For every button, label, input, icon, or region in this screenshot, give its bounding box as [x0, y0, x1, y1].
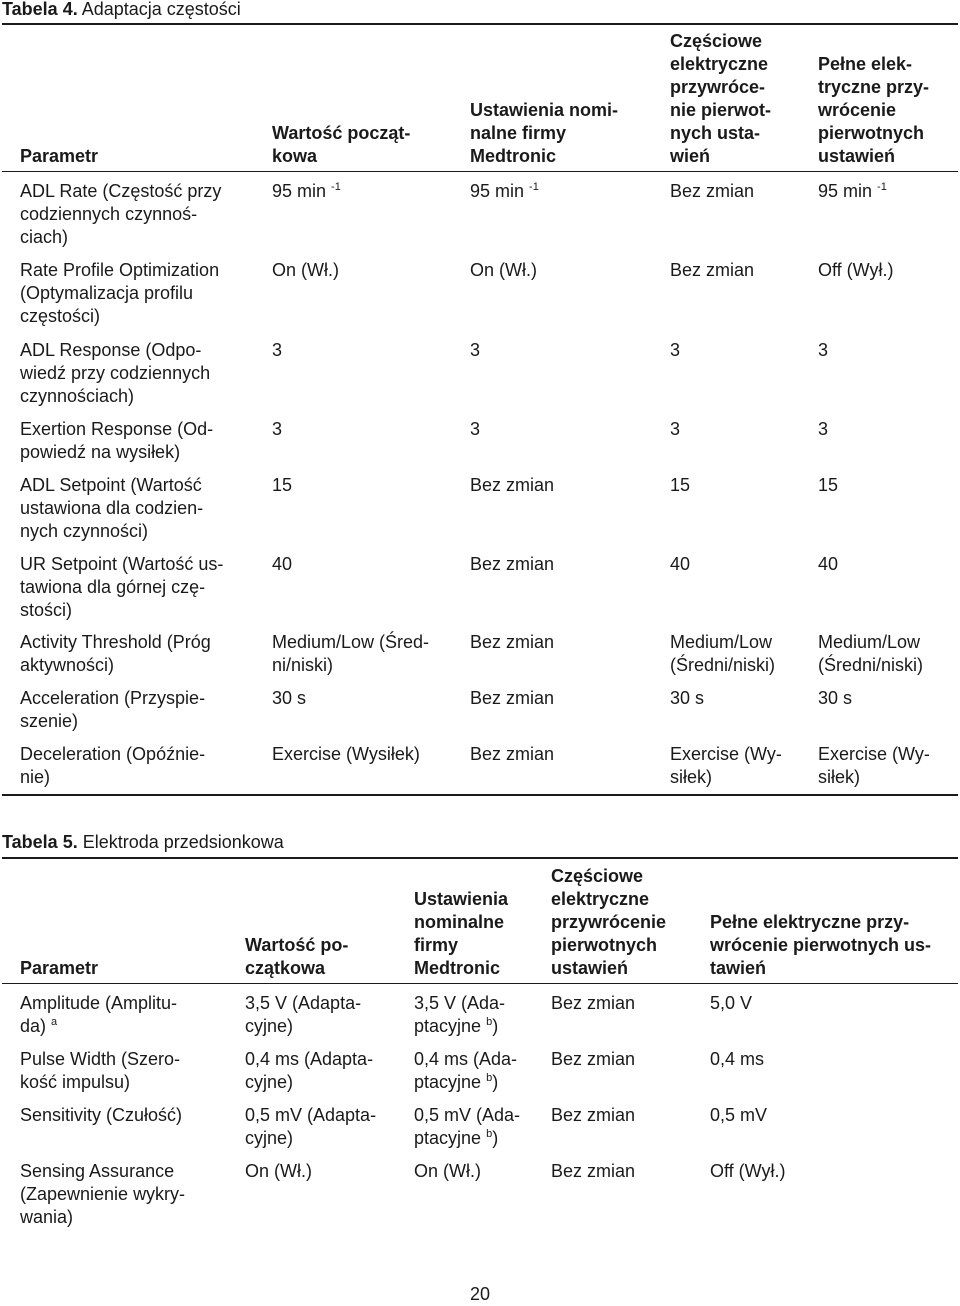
table5-cell: On (Wł.) [414, 1161, 481, 1181]
table5-cell: 0,5 mV [710, 1105, 768, 1125]
table4-cell: 30 s [818, 688, 853, 708]
table5-cell: 0,4 ms (Adapta- cyjne) [245, 1049, 374, 1092]
table4-cell: On (Wł.) [470, 260, 537, 280]
table5-cell: 0,5 mV (Ada- ptacyjne $^b$) [414, 1105, 521, 1148]
table4-cell: Bez zmian [470, 475, 555, 495]
table5-caption-number: Tabela 5. [2, 832, 78, 852]
table4-row-param: Exertion Response (Od- powiedź na wysiłek) [20, 419, 214, 462]
table4-cell: 15 [818, 475, 839, 495]
table4-cell: 3 [818, 340, 829, 360]
table4-cell: 40 [818, 554, 839, 574]
table4-top-rule [2, 23, 958, 25]
table4-row-param: Acceleration (Przyspie- szenie) [20, 688, 206, 731]
table5-header-parametr: Parametr [20, 958, 99, 978]
table4-header-partial-reset: Częściowe elektryczne przywróce- nie pierwot- nych usta- wień [670, 31, 772, 166]
table4-row-param: Deceleration (Opóźnie- nie) [20, 744, 206, 787]
table4-cell: 15 [272, 475, 293, 495]
table4-cell: 3 [470, 419, 481, 439]
table4-cell: Bez zmian [670, 181, 755, 201]
table5-caption [2, 831, 284, 853]
table4-cell: 95 min $^{-1}$ [272, 181, 341, 201]
table4-cell: Exercise (Wy- siłek) [818, 744, 930, 787]
table4-cell: 3 [470, 340, 481, 360]
table4-cell: Bez zmian [470, 554, 555, 574]
table4-cell: Medium/Low (Śred- ni/niski) [272, 632, 430, 675]
table4-cell: Medium/Low (Średni/niski) [670, 632, 776, 675]
table4-cell: 95 min $^{-1}$ [470, 181, 539, 201]
table4-row-param: Rate Profile Optimization (Optymalizacja profilu częstości) [20, 260, 220, 326]
table4-cell: Bez zmian [470, 688, 555, 708]
page-number: 20 [469, 1284, 491, 1304]
table5-cell: Off (Wył.) [710, 1161, 786, 1181]
table5-header-nominal: Ustawienia nominalne firmy Medtronic [414, 889, 509, 978]
table4-cell: 3 [818, 419, 829, 439]
table5-cell: 3,5 V (Ada- ptacyjne $^b$) [414, 993, 506, 1036]
table5-row-param: Sensing Assurance (Zapewnienie wykry- wania) [20, 1161, 186, 1227]
table4-header-initial-value: Wartość począt- kowa [272, 123, 411, 166]
table5-header-rule [2, 983, 958, 984]
table5-header-initial-value: Wartość po- czątkowa [245, 935, 349, 978]
table4-cell: Medium/Low (Średni/niski) [818, 632, 924, 675]
table4-row-param: ADL Response (Odpo- wiedź przy codziennych czynnościach) [20, 340, 211, 406]
table4-cell: Exercise (Wysiłek) [272, 744, 420, 764]
table4-header-full-reset: Pełne elek- tryczne przy- wrócenie pierwotnych ustawień [818, 54, 930, 166]
table4-cell: 15 [670, 475, 691, 495]
table5-cell: 5,0 V [710, 993, 753, 1013]
table4-cell: 3 [272, 340, 283, 360]
table4-cell: 30 s [272, 688, 307, 708]
table4-cell: 40 [272, 554, 293, 574]
table5-cell: Bez zmian [551, 1105, 636, 1125]
table4-bottom-rule [2, 794, 958, 796]
table4-header-nominal: Ustawienia nomi- nalne firmy Medtronic [470, 100, 619, 166]
table4-caption [2, 0, 241, 20]
table4-cell: Bez zmian [470, 744, 555, 764]
table4-header-parametr: Parametr [20, 146, 99, 166]
table4-cell: 3 [670, 340, 681, 360]
table4-row-param: Activity Threshold (Próg aktywności) [20, 632, 211, 675]
table4-cell: On (Wł.) [272, 260, 339, 280]
table5-top-rule [2, 857, 958, 859]
table5-cell: 0,5 mV (Adapta- cyjne) [245, 1105, 377, 1148]
table5-cell: On (Wł.) [245, 1161, 312, 1181]
table4-cell: Off (Wył.) [818, 260, 894, 280]
table5-header-partial-reset: Częściowe elektryczne przywrócenie pierwotnych ustawień [551, 866, 667, 978]
table5-cell: Bez zmian [551, 1049, 636, 1069]
table4-header-rule [2, 171, 958, 172]
table4-caption-number: Tabela 4. [2, 0, 78, 19]
table4-row-param: ADL Setpoint (Wartość ustawiona dla codzien- nych czynności) [20, 475, 204, 541]
table5-row-param: Sensitivity (Czułość) [20, 1105, 183, 1125]
table5-row-param: Pulse Width (Szero- kość impulsu) [20, 1049, 181, 1092]
table5-cell: Bez zmian [551, 993, 636, 1013]
table5-header-full-reset: Pełne elektryczne przy- wrócenie pierwotnych us- tawień [710, 912, 932, 978]
table4-cell: 3 [272, 419, 283, 439]
table5-caption-title: Elektroda przedsionkowa [77, 832, 284, 852]
table5-row-param: Amplitude (Amplitu- da) $^a$ [20, 993, 178, 1036]
table4-cell: Bez zmian [470, 632, 555, 652]
table4-row-param: UR Setpoint (Wartość us- tawiona dla górnej czę- stości) [20, 554, 224, 620]
table4-cell: 95 min $^{-1}$ [818, 181, 887, 201]
table5-cell: 0,4 ms (Ada- ptacyjne $^b$) [414, 1049, 518, 1092]
table4-cell: Exercise (Wy- siłek) [670, 744, 782, 787]
table4-cell: 40 [670, 554, 691, 574]
table4-cell: 3 [670, 419, 681, 439]
table4-caption-title: Adaptacja częstości [77, 0, 241, 19]
table5-cell: 0,4 ms [710, 1049, 765, 1069]
table4-cell: Bez zmian [670, 260, 755, 280]
table5-cell: 3,5 V (Adapta- cyjne) [245, 993, 362, 1036]
table4-row-param: ADL Rate (Częstość przy codziennych czynnoś- ciach) [20, 181, 222, 247]
table5-cell: Bez zmian [551, 1161, 636, 1181]
table4-cell: 30 s [670, 688, 705, 708]
